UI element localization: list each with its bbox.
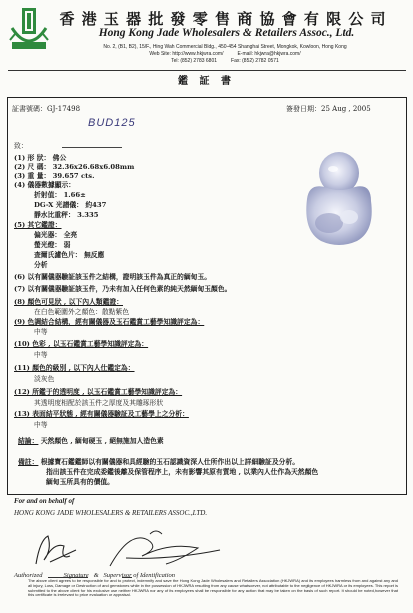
chelsea-filter-value: 無反應 <box>83 251 105 259</box>
dgx-value: 約437 <box>85 201 107 209</box>
certificate-number <box>12 104 80 114</box>
remarks-label: 備註： <box>18 458 39 466</box>
conclusion <box>18 437 164 445</box>
polariscope <box>34 231 77 239</box>
field-transparency: (12) 所鑑于的透明度 , 以玉石鑑賞工藝學知識評定為： <box>14 388 183 396</box>
issue-date <box>286 104 371 114</box>
association-title-cn: 香 港 玉 器 批 發 零 售 商 協 會 有 限 公 司 <box>59 10 387 28</box>
on-behalf-of: For and on behalf of <box>14 497 75 505</box>
disclaimer-text: The above client agrees to be responsible for and to protect, indemnify and save the Hong Kong Jade Wholesalers and Retailers Association (HKJWRA) and its employees harmless from and against any and all injury, Loss, Damage or Destruction of and gemstones while in the possession of HKJWRA resulting from any cause whatsoever, not attributable to the negligence of HKJWRA or its employees. This report is submitted to the above client for his exclusive use neither HKJWRA nor any of its employees shall be responsible for any action that may be taken on the basis of such report. It should be noted,however that this certificate is irrelevant to price evaluation or appraisal. <box>28 578 398 598</box>
issue-date-value: 25 Aug , 2005 <box>321 105 371 113</box>
conclusion-label: 結論： <box>18 437 39 445</box>
field-color-grade: (10) 色彩 , 以玉石鑑賞工藝學知識評定為： <box>14 340 149 348</box>
remarks-line-2: 指出該玉件在完成委鑑後離及保管程序上，未有影響其原有質地 , 以業內人仕作為天然顏色 <box>46 468 319 476</box>
analysis-heading: 分析 <box>34 261 48 269</box>
telephone: Tel: (852) 2783 6801 <box>171 58 218 64</box>
document-title: 鑑 証 書 <box>178 76 235 87</box>
field-other-tests: (5) 其它鑑證： <box>14 221 62 229</box>
refractive-index-label: 折射值： <box>34 191 62 199</box>
refractive-index-value: 1.66± <box>63 191 86 199</box>
field-color-visible: (8) 顏色可見狀 , 以下內人類鑑證： <box>14 298 123 306</box>
issue-date-label: 簽發日期： <box>286 105 321 113</box>
recipient-underline <box>62 147 122 148</box>
authorized-label: Authorized <box>14 572 43 579</box>
fluorescence-value: 弱 <box>63 241 71 249</box>
field-tone-structure: (9) 色調結合結構，經有關儀器及玉石鑑賞工藝學知識評定為： <box>14 318 205 326</box>
remarks <box>18 458 299 466</box>
signatory-company: HONG KONG JADE WHOLESALERS & RETAILERS ASSOC.,LTD. <box>14 509 208 517</box>
certificate-number-label: 証書號碼： <box>12 105 47 113</box>
ampersand: & <box>93 572 99 579</box>
website: Web Site: http://www.hkjwra.com/ <box>149 51 224 57</box>
polariscope-label: 偏光器： <box>34 231 62 239</box>
field-size: (2) 尺 碼： 32.36x26.68x6.08mm <box>14 163 135 171</box>
field-color-grade-value: 中等 <box>34 351 48 359</box>
field-tone-structure-value: 中等 <box>34 328 48 336</box>
field-surface: (13) 表面結平狀態 , 經有關儀器驗証及工藝學上之分析： <box>14 410 189 418</box>
specific-gravity-value: 3.335 <box>77 211 99 219</box>
fax: Fax: (852) 2782 0571 <box>231 58 279 64</box>
dgx-label: DG-X 光譜儀： <box>34 201 83 209</box>
address-line: No. 2, (B1, B2), 15/F., Hing Wah Commercial Bldg., 450-454 Shanghai Street, Mongkok, Kowloon, Hong Kong <box>103 44 347 50</box>
field-natural-color: (7) 以有關儀器驗証該玉件，乃未有加入任何色素的純天然緬甸玉顏色。 <box>14 285 232 293</box>
supervisor-label: Supervisor of Identification <box>103 572 176 579</box>
fluorescence <box>34 241 70 249</box>
chelsea-filter <box>34 251 104 259</box>
polariscope-value: 全亮 <box>63 231 78 239</box>
field-instrument-data: (4) 儀器數據顯示： <box>14 181 76 189</box>
field-color-visible-value: 在白色範圍外之顏色：散點紫色 <box>34 308 130 316</box>
handwritten-code: BUD125 <box>88 117 136 129</box>
address-block <box>40 44 410 65</box>
chelsea-filter-label: 查爾氏濾色片： <box>34 251 82 259</box>
remarks-line-1: 根據寶石鑑鑑師以有關儀器和具經驗的玉石認識資深人仕所作出以上詳細驗証及分析。 <box>40 458 300 466</box>
handwritten-signature <box>30 520 240 570</box>
specific-gravity-label: 靜水比重秤： <box>34 211 75 219</box>
refractive-index <box>34 191 86 199</box>
field-transparency-value: 其透明度相配於該玉件之厚度及其雕琢形狀 <box>34 399 164 407</box>
specific-gravity <box>34 211 98 219</box>
jade-buddha-photo <box>277 133 399 261</box>
field-color-class-value: 淡灰色 <box>34 375 55 383</box>
recipient-label: 致： <box>14 142 28 150</box>
dgx-spectrometer <box>34 201 106 209</box>
field-weight: (3) 重 量： 39.657 cts. <box>14 172 95 180</box>
conclusion-value: 天然顏色 , 緬甸硬玉 , 絕無施加人造色素 <box>40 437 164 445</box>
association-title-en: Hong Kong Jade Wholesalers & Retailers Assoc., Ltd. <box>98 27 355 39</box>
fluorescence-label: 螢光燈： <box>34 241 62 249</box>
email: E-mail: hkjwra@hkjwra.com/ <box>237 51 301 57</box>
certificate-number-value: GJ-17498 <box>47 105 81 113</box>
signature-label: Signature <box>63 572 89 579</box>
field-color-class: (11) 顏色的級別 , 以下內人仕鑑定為： <box>14 364 135 372</box>
field-structure: (6) 以有關儀器驗証該玉件之結構，證明該玉件為真正的緬甸玉。 <box>14 273 212 281</box>
header-divider <box>8 70 406 71</box>
field-surface-value: 中等 <box>34 421 48 429</box>
remarks-line-3: 緬甸玉所具有的價值。 <box>46 478 114 486</box>
field-shape: (1) 形 狀： 佛公 <box>14 154 67 162</box>
